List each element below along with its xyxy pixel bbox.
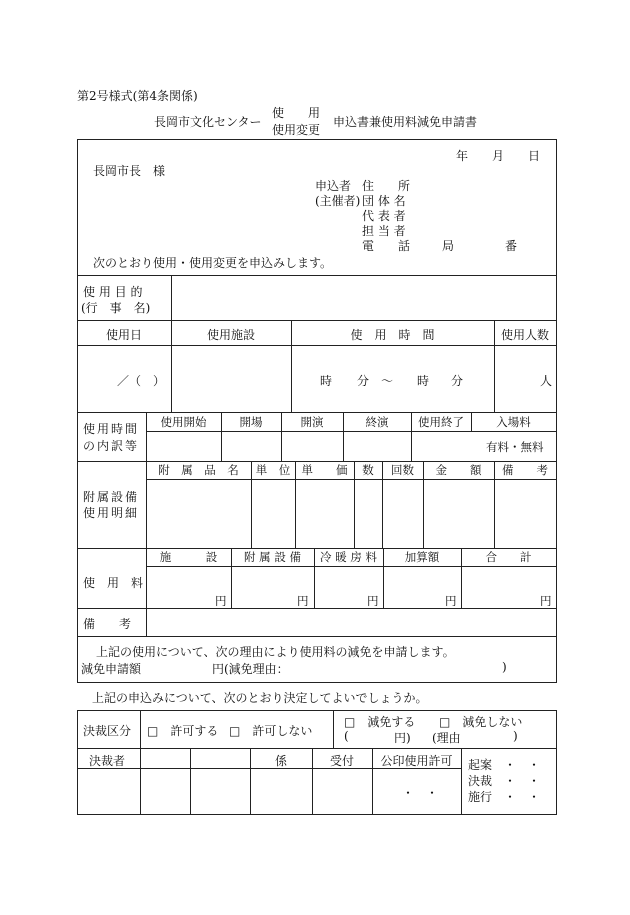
reduce-reason-close: ) <box>513 729 518 743</box>
org-name: 長岡市文化センター <box>154 115 262 129</box>
reduce-amount-open: ( <box>344 729 349 743</box>
usage-time-header: 使 用 時 間 <box>350 328 435 342</box>
fee-yen-total: 円 <box>540 594 552 608</box>
organizer-label: (主催者) <box>315 194 361 208</box>
group-name-label: 団 体 名 <box>362 194 406 208</box>
date-month: 月 <box>492 149 505 163</box>
usage-date-fill[interactable]: ／（ ） <box>117 374 166 388</box>
fee-yen-heating: 円 <box>367 594 379 608</box>
fee-yen-equipment: 円 <box>297 594 309 608</box>
usage-time-hour2[interactable]: 時 <box>417 374 430 388</box>
schedule-col-finish: 使用終了 <box>418 415 464 429</box>
fee-col-surcharge: 加算額 <box>404 550 440 564</box>
reduction-close: ) <box>502 660 507 674</box>
schedule-col-curtain: 開演 <box>300 415 324 429</box>
usage-people-header: 使用人数 <box>500 328 549 342</box>
phone-ban: 番 <box>505 239 518 253</box>
equipment-label-sub: 使用明細 <box>83 506 140 520</box>
usage-time-hour1[interactable]: 時 <box>320 374 333 388</box>
date-year: 年 <box>456 149 469 163</box>
reduce-reason-label: (理由 <box>432 731 461 745</box>
equipment-label: 附属設備 <box>83 490 140 504</box>
usage-time-min2[interactable]: 分 <box>451 374 464 388</box>
schedule-col-end: 終演 <box>365 415 389 429</box>
schedule-label-sub: の内訳等 <box>83 439 140 453</box>
equipment-col-times: 回数 <box>391 463 414 477</box>
type-top: 使 用 <box>272 106 321 120</box>
shiko-date[interactable]: 施行 ・ ・ <box>468 790 541 804</box>
schedule-label: 使用時間 <box>83 422 140 436</box>
kian-date[interactable]: 起案 ・ ・ <box>468 758 541 772</box>
fee-col-total: 合 計 <box>485 550 532 564</box>
schedule-col-admission: 入場料 <box>496 415 531 429</box>
equipment-col-qty: 数 <box>362 463 374 477</box>
decision-intro: 上記の申込みについて、次のとおり決定してよいでしょうか。 <box>92 691 428 705</box>
contact-person-label: 担 当 者 <box>362 224 406 238</box>
seal-date-dots[interactable]: ・ ・ <box>402 786 439 800</box>
reduction-statement: 上記の使用について、次の理由により使用料の減免を申請します。 <box>96 645 455 659</box>
purpose-label: 使 用 目 的 <box>83 285 143 299</box>
applicant-label: 申込者 <box>315 179 352 193</box>
reduce-amount-yen: 円) <box>394 731 411 745</box>
purpose-field[interactable] <box>172 276 556 320</box>
schedule-col-open: 開場 <box>239 415 263 429</box>
seal-permission-label: 公印使用許可 <box>380 754 453 768</box>
fee-label: 使 用 料 <box>83 576 144 590</box>
no-permit-checkbox[interactable]: □ 許可しない <box>229 724 313 738</box>
decision-category-label: 決裁区分 <box>83 724 132 738</box>
form-number: 第2号様式(第4条関係) <box>77 89 198 103</box>
approver-label: 決裁者 <box>89 754 126 768</box>
event-name-label: (行 事 名) <box>81 301 151 315</box>
application-statement: 次のとおり使用・使用変更を申込みします。 <box>93 256 333 270</box>
equipment-col-price: 単 価 <box>301 463 348 477</box>
equipment-col-unit: 単 位 <box>255 463 291 477</box>
admission-fee-options[interactable]: 有料・無料 <box>486 440 544 454</box>
address-label: 住 所 <box>362 179 411 193</box>
fee-yen-surcharge: 円 <box>445 594 457 608</box>
date-day: 日 <box>528 149 541 163</box>
usage-date-header: 使用日 <box>105 328 142 342</box>
equipment-col-amount: 金 額 <box>435 463 482 477</box>
equipment-col-remarks: 備 考 <box>502 463 548 477</box>
kakari-label: 係 <box>274 754 287 768</box>
schedule-col-start: 使用開始 <box>160 415 207 429</box>
phone-kyoku: 局 <box>442 239 455 253</box>
form-title: 申込書兼使用料減免申請書 <box>333 115 478 129</box>
fee-col-equipment: 附 属 設 備 <box>244 550 301 564</box>
permit-checkbox[interactable]: □ 許可する <box>147 724 219 738</box>
kessai-date[interactable]: 決裁 ・ ・ <box>468 774 541 788</box>
representative-label: 代 表 者 <box>362 209 406 223</box>
remarks-field[interactable] <box>147 609 556 636</box>
usage-people-unit[interactable]: 人 <box>540 374 553 388</box>
fee-yen-facility: 円 <box>215 594 227 608</box>
reduce-checkbox[interactable]: □ 減免する <box>344 715 416 729</box>
usage-time-min1[interactable]: 分 〜 <box>357 374 394 388</box>
equipment-col-name: 附 属 品 名 <box>158 463 239 477</box>
no-reduce-checkbox[interactable]: □ 減免しない <box>439 715 523 729</box>
fee-col-heating: 冷 暖 房 料 <box>320 550 377 564</box>
reduction-amount-label: 減免申請額 <box>81 662 142 676</box>
uketsuke-label: 受付 <box>329 754 354 768</box>
addressee: 長岡市長 様 <box>93 164 166 178</box>
reduction-amount-unit: 円(減免理由： <box>212 662 289 676</box>
phone-label: 電 話 <box>362 239 411 253</box>
remarks-label: 備 考 <box>83 617 132 631</box>
fee-col-facility: 施 設 <box>159 550 218 564</box>
type-bottom: 使用変更 <box>272 123 321 137</box>
usage-facility-header: 使用施設 <box>206 328 255 342</box>
